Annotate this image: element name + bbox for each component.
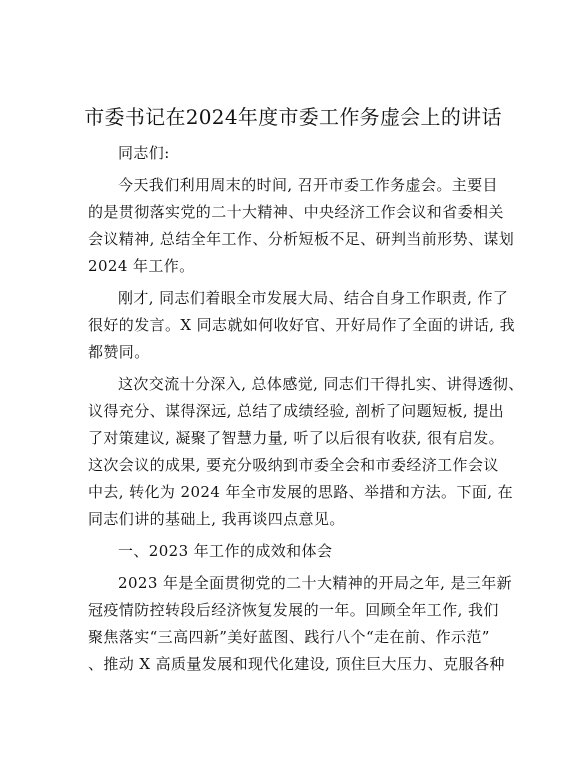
- paragraph-2-line-1: 刚才, 同志们着眼全市发展大局、结合自身工作职责, 作了: [118, 289, 509, 307]
- document-title: 市委书记在2024年度市委工作务虚会上的讲话: [84, 105, 502, 129]
- paragraph-1-line-2: 的是贯彻落实党的二十大精神、中央经济工作会议和省委相关: [88, 203, 504, 221]
- paragraph-1-line-1: 今天我们利用周末的时间, 召开市委工作务虚会。主要目: [118, 176, 498, 194]
- section-paragraph-line-2: 冠疫情防控转段后经济恢复发展的一年。回顾全年工作, 我们: [88, 601, 499, 619]
- paragraph-3-line-6: 同志们讲的基础上, 我再谈四点意见。: [88, 510, 345, 528]
- paragraph-3-line-5: 中去, 转化为 2024 年全市发展的思路、举措和方法。下面, 在: [88, 483, 513, 501]
- paragraph-1-line-4: 2024 年工作。: [88, 257, 195, 275]
- section-paragraph-line-1: 2023 年是全面贯彻党的二十大精神的开局之年, 是三年新: [118, 574, 513, 592]
- salutation: 同志们:: [118, 144, 170, 162]
- section-paragraph-line-3: 聚焦落实“三高四新”美好蓝图、践行八个“走在前、作示范”: [88, 628, 490, 646]
- section-heading: 一、2023 年工作的成效和体会: [118, 542, 333, 560]
- paragraph-2-line-2: 很好的发言。X 同志就如何收好官、开好局作了全面的讲话, 我: [88, 316, 515, 334]
- paragraph-3-line-1: 这次交流十分深入, 总体感觉, 同志们干得扎实、讲得透彻、: [118, 375, 524, 393]
- paragraph-3-line-3: 了对策建议, 凝聚了智慧力量, 听了以后很有收获, 很有启发。: [88, 429, 505, 447]
- paragraph-3-line-2: 议得充分、谋得深远, 总结了成绩经验, 剖析了问题短板, 提出: [88, 402, 505, 420]
- paragraph-1-line-3: 会议精神, 总结全年工作、分析短板不足、研判当前形势、谋划: [88, 230, 515, 248]
- paragraph-2-line-3: 都赞同。: [88, 343, 150, 361]
- paragraph-3-line-4: 这次会议的成果, 要充分吸纳到市委全会和市委经济工作会议: [88, 456, 499, 474]
- section-paragraph-line-4: 、推动 X 高质量发展和现代化建设, 顶住巨大压力、克服各种: [88, 655, 505, 673]
